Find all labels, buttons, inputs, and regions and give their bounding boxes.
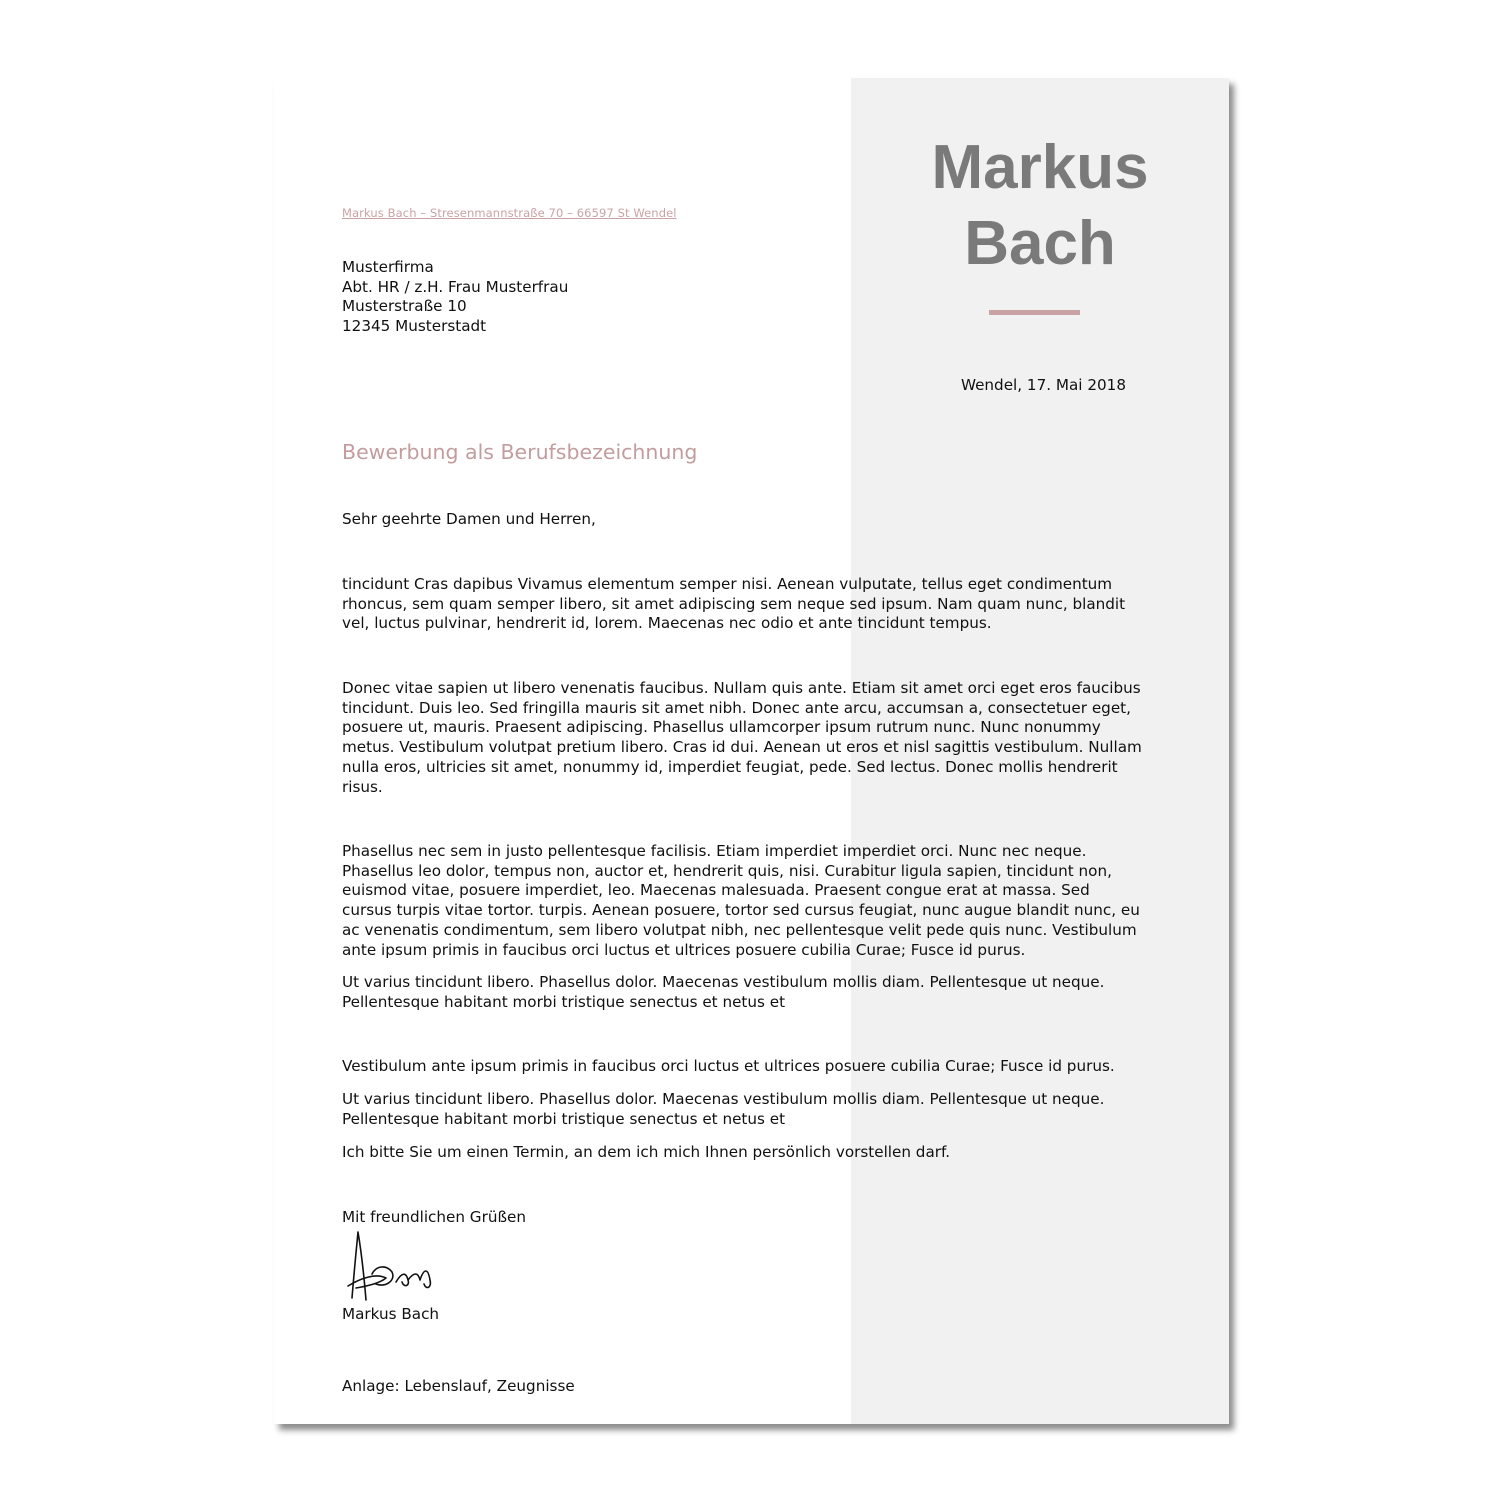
name-last: Bach <box>964 209 1116 278</box>
body-paragraph: Phasellus nec sem in justo pellentesque facilisis. Etiam imperdiet imperdiet orci. Nunc nec neque. Phasellus leo dolor, tempus non, auctor et, hendrerit quis, nisi. Curabitur ligula sapien, tincidunt non, euismod vitae, posuere imperdiet, leo. Maecenas malesuada. Praesent congue erat at massa. Sed cursus turpis vitae tortor. turpis. Aenean posuere, tortor sed cursus feugiat, nunc augue blandit nunc, eu ac venenatis condimentum, sem libero volutpat nibh, nec pellentesque velit pede quis nunc. Vestibulum ante ipsum primis in faucibus orci luctus et ultrices posuere cubilia Curae; Fusce id purus. <box>342 842 1140 959</box>
salutation: Sehr geehrte Damen und Herren, <box>342 510 596 528</box>
sender-address-line: Markus Bach – Stresenmannstraße 70 – 66597 St Wendel <box>342 206 677 220</box>
name-first: Markus <box>931 133 1149 202</box>
header-name <box>851 130 1229 282</box>
closing: Mit freundlichen Grüßen <box>342 1208 526 1226</box>
accent-divider <box>989 310 1080 315</box>
body-paragraph: Ich bitte Sie um einen Termin, an dem ich mich Ihnen persönlich vorstellen darf. <box>342 1143 951 1161</box>
recipient-line: Abt. HR / z.H. Frau Musterfrau <box>342 277 569 296</box>
body-paragraph: Vestibulum ante ipsum primis in faucibus orci luctus et ultrices posuere cubilia Curae; Fusce id purus. <box>342 1057 1115 1075</box>
signature-image <box>346 1228 436 1308</box>
letter-page <box>274 78 1229 1424</box>
recipient-line: Musterfirma <box>342 258 434 276</box>
recipient-line: 12345 Musterstadt <box>342 317 487 336</box>
letter-date: Wendel, 17. Mai 2018 <box>960 376 1126 394</box>
body-paragraph: Ut varius tincidunt libero. Phasellus dolor. Maecenas vestibulum mollis diam. Pellentesque ut neque. Pellentesque habitant morbi tristique senectus et netus et <box>342 1090 1105 1128</box>
recipient-line: Musterstraße 10 <box>342 297 467 316</box>
attachments-line: Anlage: Lebenslauf, Zeugnisse <box>342 1377 575 1395</box>
body-paragraph: Donec vitae sapien ut libero venenatis faucibus. Nullam quis ante. Etiam sit amet orci eget eros faucibus tincidunt. Duis leo. Sed fringilla mauris sit amet nibh. Donec ante arcu, accumsan a, consectetuer eget, posuere ut, mauris. Praesent adipiscing. Phasellus ullamcorper ipsum rutrum nunc. Nunc nonummy metus. Vestibulum volutpat pretium libero. Cras id dui. Aenean ut eros et nisl sagittis vestibulum. Nullam nulla eros, ultricies sit amet, nonummy id, imperdiet feugiat, pede. Sed lectus. Donec mollis hendrerit risus. <box>342 679 1142 796</box>
signature-name: Markus Bach <box>342 1305 440 1323</box>
recipient-address <box>342 258 568 337</box>
letter-subject: Bewerbung als Berufsbezeichnung <box>342 440 698 464</box>
body-paragraph: tincidunt Cras dapibus Vivamus elementum semper nisi. Aenean vulputate, tellus eget condimentum rhoncus, sem quam semper libero, sit amet adipiscing sem neque sed ipsum. Nam quam nunc, blandit vel, luctus pulvinar, hendrerit id, lorem. Maecenas nec odio et ante tincidunt tempus. <box>342 575 1126 633</box>
body-paragraph: Ut varius tincidunt libero. Phasellus dolor. Maecenas vestibulum mollis diam. Pellentesque ut neque. Pellentesque habitant morbi tristique senectus et netus et <box>342 973 1105 1011</box>
